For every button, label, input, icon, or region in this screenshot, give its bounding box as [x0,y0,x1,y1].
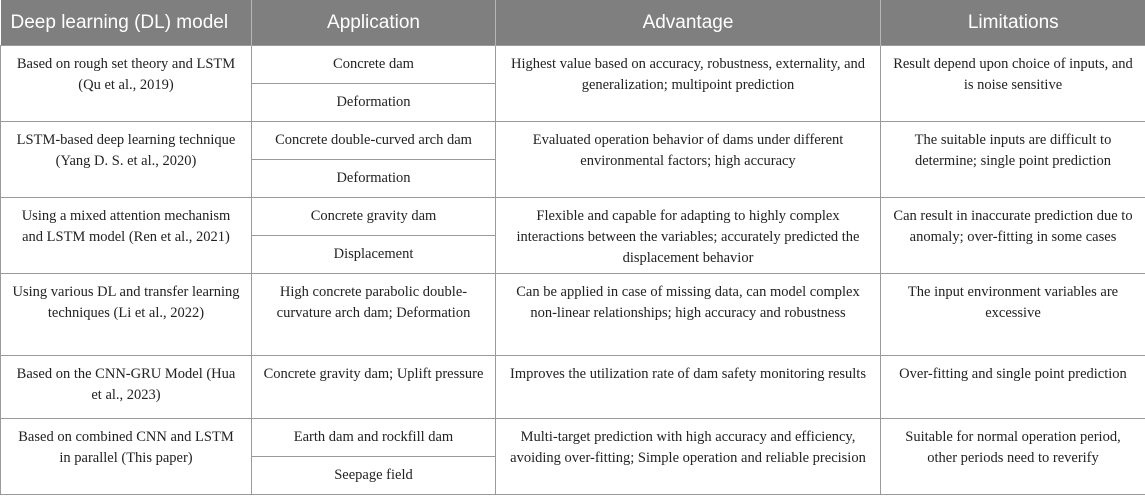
limitations-cell: Suitable for normal operation period, other periods need to reverify [881,419,1145,495]
model-cell: Using various DL and transfer learning techniques (Li et al., 2022) [1,274,252,356]
application-cell: Deformation [252,160,496,198]
application-cell: Deformation [252,84,496,122]
model-cell: LSTM-based deep learning technique (Yang D. S. et al., 2020) [1,122,252,198]
limitations-cell: Result depend upon choice of inputs, and is noise sensitive [881,46,1145,122]
application-cell: Concrete gravity dam; Uplift pressure [252,356,496,419]
header-limitations: Limitations [881,0,1145,46]
header-application: Application [252,0,496,46]
table-row [1,356,1145,419]
table-row [1,198,1145,236]
advantage-cell: Multi-target prediction with high accuracy and efficiency, avoiding over-fitting; Simple operation and reliable precision [496,419,881,495]
limitations-cell: Can result in inaccurate prediction due to anomaly; over-fitting in some cases [881,198,1145,274]
model-cell: Based on rough set theory and LSTM (Qu et al., 2019) [1,46,252,122]
application-cell: Concrete double-curved arch dam [252,122,496,160]
header-model: Deep learning (DL) model [1,0,252,46]
table-row [1,274,1145,356]
model-cell: Based on combined CNN and LSTM in parallel (This paper) [1,419,252,495]
advantage-cell: Improves the utilization rate of dam safety monitoring results [496,356,881,419]
limitations-cell: Over-fitting and single point prediction [881,356,1145,419]
table-header [1,0,1145,46]
application-cell: Seepage field [252,457,496,495]
model-cell: Based on the CNN-GRU Model (Hua et al., 2023) [1,356,252,419]
table-row [1,419,1145,457]
header-advantage: Advantage [496,0,881,46]
application-cell: High concrete parabolic double-curvature arch dam; Deformation [252,274,496,356]
application-cell: Displacement [252,236,496,274]
advantage-cell: Highest value based on accuracy, robustness, externality, and generalization; multipoint prediction [496,46,881,122]
advantage-cell: Can be applied in case of missing data, can model complex non-linear relationships; high accuracy and robustness [496,274,881,356]
advantage-cell: Evaluated operation behavior of dams under different environmental factors; high accuracy [496,122,881,198]
table-body [1,46,1145,495]
advantage-cell: Flexible and capable for adapting to highly complex interactions between the variables; accurately predicted the displacement behavior [496,198,881,274]
limitations-cell: The suitable inputs are difficult to determine; single point prediction [881,122,1145,198]
table-row [1,46,1145,84]
table-row [1,122,1145,160]
application-cell: Earth dam and rockfill dam [252,419,496,457]
application-cell: Concrete gravity dam [252,198,496,236]
limitations-cell: The input environment variables are excessive [881,274,1145,356]
model-cell: Using a mixed attention mechanism and LSTM model (Ren et al., 2021) [1,198,252,274]
header-row [1,0,1145,46]
application-cell: Concrete dam [252,46,496,84]
